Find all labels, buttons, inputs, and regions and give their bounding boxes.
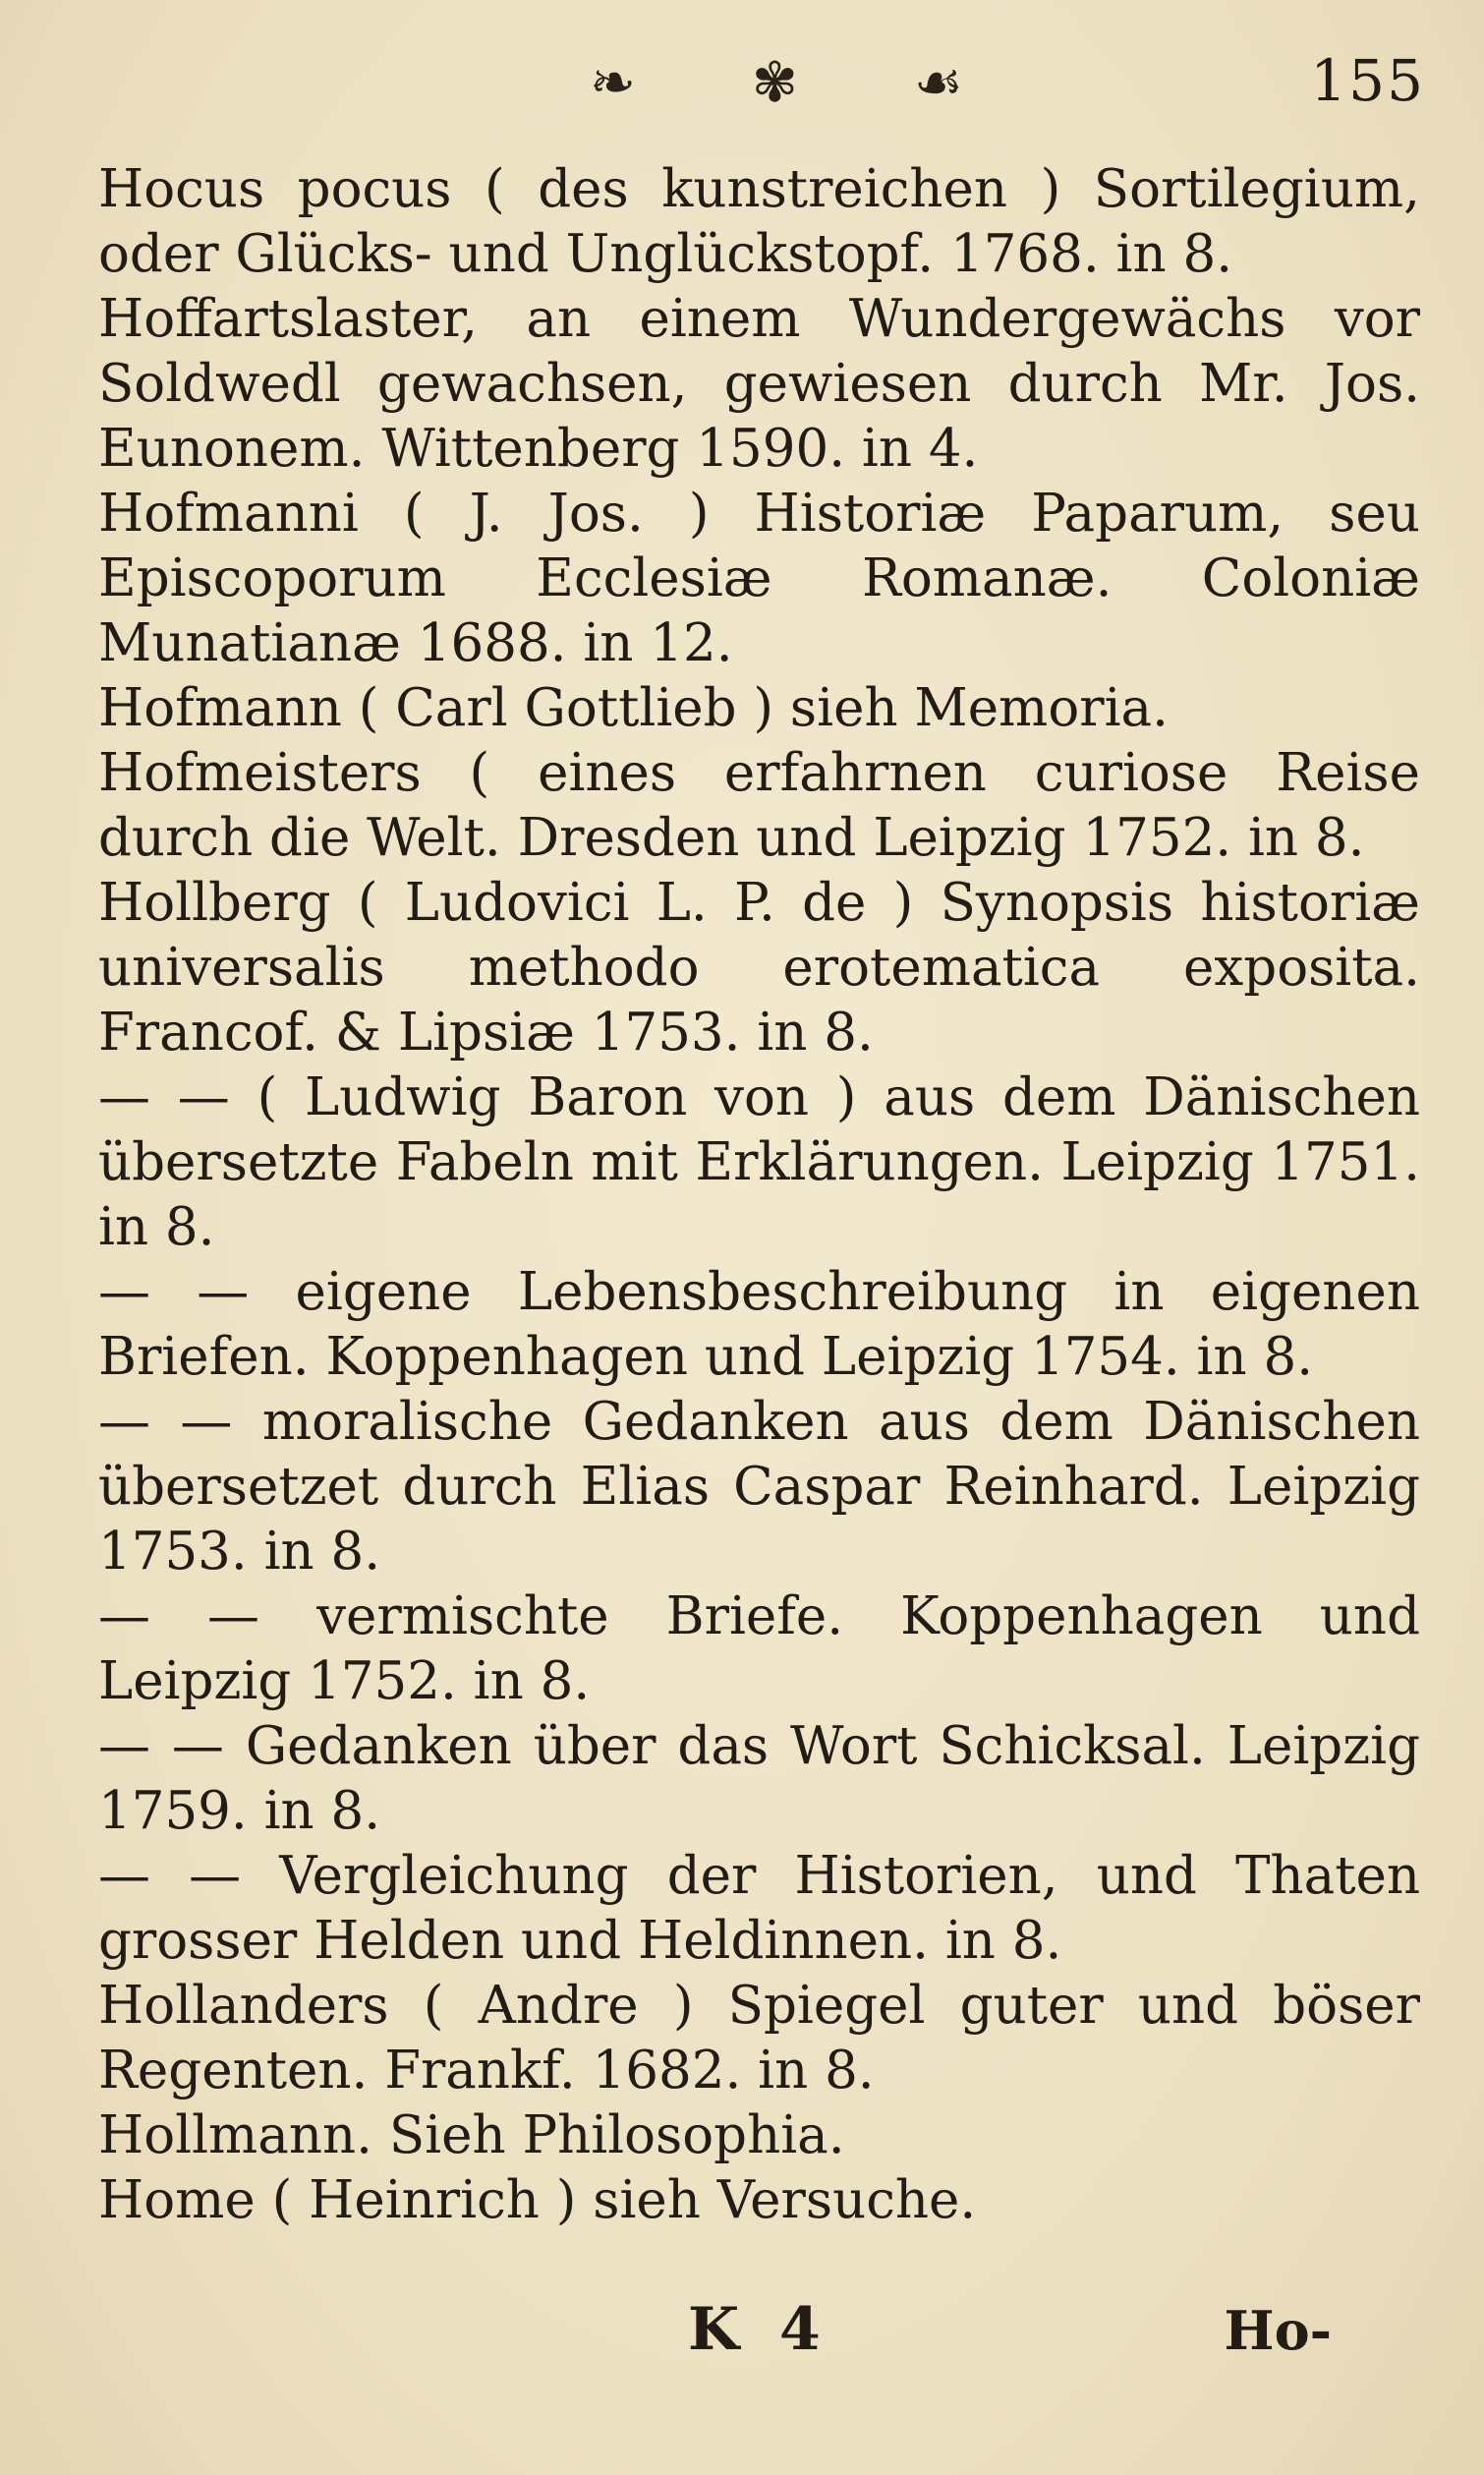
- catalog-entry: — — ( Ludwig Baron von ) aus dem Dänischen übersetzte Fabeln mit Erklärungen. Leipzig 1751. in 8.: [98, 1067, 1420, 1257]
- catalog-entry: Hollanders ( Andre ) Spiegel guter und böser Regenten. Frankf. 1682. in 8.: [98, 1976, 1420, 2101]
- catalog-entry: — — eigene Lebensbeschreibung in eigenen Briefen. Koppenhagen und Leipzig 1754. in 8.: [98, 1262, 1420, 1387]
- page-header: [0, 39, 1484, 128]
- catalog-entry: Hollberg ( Ludovici L. P. de ) Synopsis historiæ universalis methodo erotematica exposita. Francof. & Lipsiæ 1753. in 8.: [98, 873, 1420, 1063]
- page-footer: [0, 2295, 1484, 2384]
- catalog-entries: [98, 157, 1420, 2233]
- header-ornament: [590, 49, 963, 118]
- catalog-entry: Hofmann ( Carl Gottlieb ) sieh Memoria.: [98, 678, 1169, 738]
- catalog-entry: — — vermischte Briefe. Koppenhagen und Leipzig 1752. in 8.: [98, 1586, 1420, 1711]
- catchword: Ho-: [1224, 2299, 1332, 2362]
- catalog-entry: Hofmanni ( J. Jos. ) Historiæ Paparum, seu Episcoporum Ecclesiæ Romanæ. Coloniæ Munatianæ 1688. in 12.: [98, 484, 1420, 673]
- center-fleuron-icon: ✾: [751, 51, 798, 115]
- right-fleuron-icon: ☙: [913, 51, 963, 115]
- catalog-entry: Home ( Heinrich ) sieh Versuche.: [98, 2170, 977, 2230]
- catalog-entry: Hocus pocus ( des kunstreichen ) Sortilegium, oder Glücks- und Unglückstopf. 1768. in 8.: [98, 159, 1420, 284]
- catalog-entry: Hoffartslaster, an einem Wundergewächs vor Soldwedl gewachsen, gewiesen durch Mr. Jos. Eunonem. Wittenberg 1590. in 4.: [98, 289, 1420, 479]
- catalog-entry: — — Vergleichung der Historien, und Thaten grosser Helden und Heldinnen. in 8.: [98, 1846, 1420, 1971]
- catalog-entry: Hofmeisters ( eines erfahrnen curiose Reise durch die Welt. Dresden und Leipzig 1752. in 8.: [98, 743, 1420, 868]
- left-fleuron-icon: ❧: [590, 51, 636, 115]
- catalog-entry: Hollmann. Sieh Philosophia.: [98, 2105, 845, 2165]
- catalog-entry: — — moralische Gedanken aus dem Dänischen übersetzet durch Elias Caspar Reinhard. Leipzig 1753. in 8.: [98, 1392, 1420, 1582]
- catalog-entry: — — Gedanken über das Wort Schicksal. Leipzig 1759. in 8.: [98, 1716, 1420, 1841]
- signature-mark: K 4: [688, 2295, 830, 2364]
- page-number: 155: [1310, 47, 1425, 114]
